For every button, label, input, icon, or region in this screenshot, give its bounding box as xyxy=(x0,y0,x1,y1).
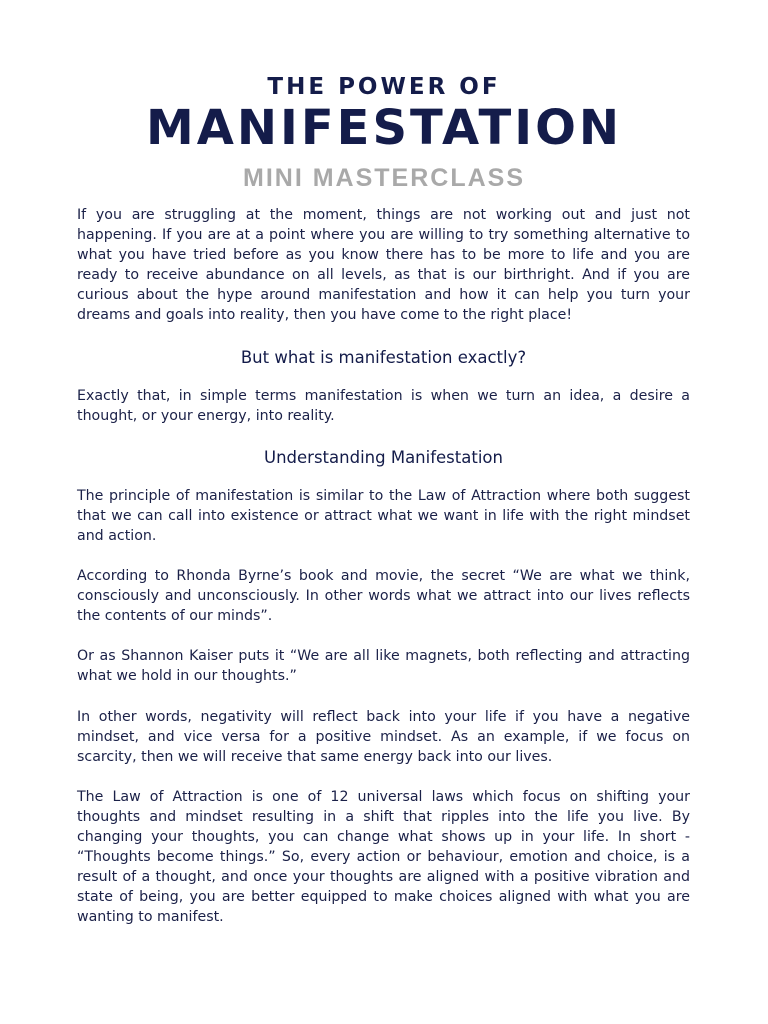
section-heading-understanding-manifestation: Understanding Manifestation xyxy=(264,447,503,467)
section-heading-what-is-manifestation: But what is manifestation exactly? xyxy=(240,347,527,367)
body-paragraph: The Law of Attraction is one of 12 universal laws which focus on shifting your thoughts and mindset resulting in a shift that ripples into the life you live. By changing your thoughts, you can change what shows up in your life. In short - “Thoughts become things.” So, every action or behaviour, emotion and choice, is a result of a thought, and once your thoughts are aligned with a positive vibration and state of being, you are better equipped to make choices aligned with what you are wanting to manifest. xyxy=(77,788,690,926)
body-paragraph: According to Rhonda Byrne’s book and movie, the secret “We are what we think, consciously and unconsciously. In other words what we attract into our lives reflects the contents of our minds”. xyxy=(77,568,690,625)
page-subtitle: MINI MASTERCLASS xyxy=(243,164,525,192)
body-paragraph: The principle of manifestation is similar to the Law of Attraction where both suggest that we can call into existence or attract what we want in life with the right mindset and action. xyxy=(77,487,690,544)
title-kicker: THE POWER OF xyxy=(267,74,501,100)
body-paragraph: Or as Shannon Kaiser puts it “We are all like magnets, both reflecting and attracting what we hold in our thoughts.” xyxy=(77,648,690,685)
body-paragraph: Exactly that, in simple terms manifestation is when we turn an idea, a desire a thought, or your energy, into reality. xyxy=(77,387,690,424)
intro-paragraph: If you are struggling at the moment, things are not working out and just not happening. If you are at a point where you are willing to try something alternative to what you have tried before as you know there has to be more to life and you are ready to receive abundance on all levels, as that is our birthright. And if you are curious about the hype around manifestation and how it can help you turn your dreams and goals into reality, then you have come to the right place! xyxy=(77,207,690,324)
document-body xyxy=(77,205,690,947)
body-paragraph: In other words, negativity will reflect back into your life if you have a negative mindset, and vice versa for a positive mindset. As an example, if we focus on scarcity, then we will receive that same energy back into our lives. xyxy=(77,708,690,765)
page-title: MANIFESTATION xyxy=(145,100,623,156)
